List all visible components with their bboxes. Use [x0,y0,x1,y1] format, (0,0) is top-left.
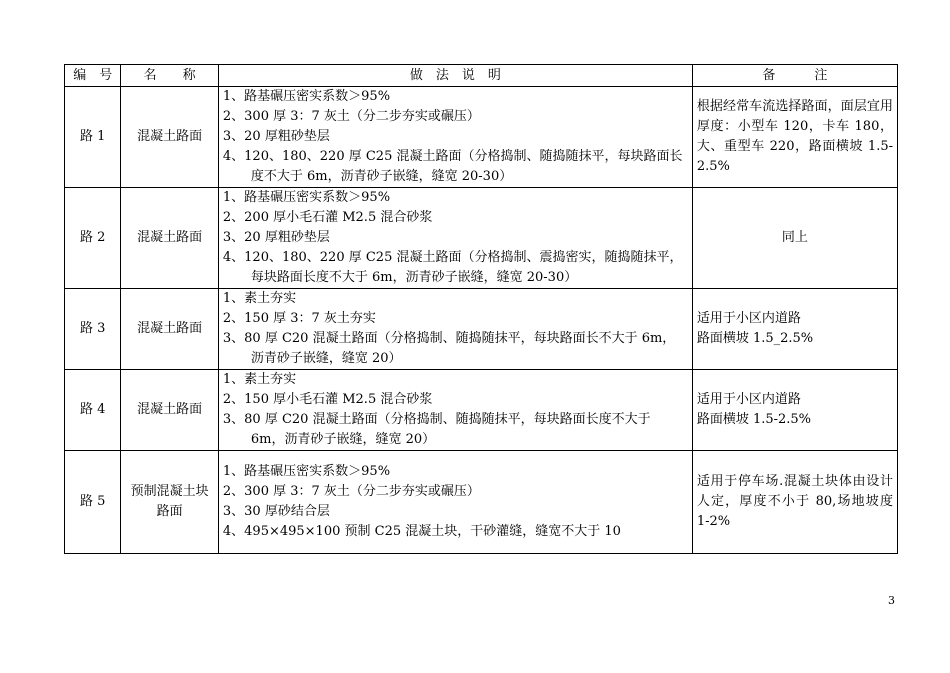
header-name: 名 称 [121,65,218,87]
row-name: 混凝土路面 [121,289,218,370]
method-line: 3、20 厚粗砂垫层 [222,230,330,245]
method-line: 1、路基碾压密实系数＞95% [222,89,391,104]
method-line: 3、20 厚粗砂垫层 [222,129,330,144]
row-note: 适用于小区内道路 路面横坡 1.5_2.5% [692,289,897,370]
table-row [65,87,898,188]
method-line: 2、300 厚 3：7 灰土（分二步夯实或碾压） [222,109,480,124]
row-code: 路 5 [65,451,121,554]
method-line: 1、路基碾压密实系数＞95% [222,190,391,205]
row-method [218,289,692,370]
row-name: 混凝土路面 [121,370,218,451]
method-line: 2、150 厚小毛石灌 M2.5 混合砂浆 [222,392,433,407]
method-line: 4、120、180、220 厚 C25 混凝土路面（分格捣制、震捣密实，随捣随抹平，每块路面长度不大于 6m，沥青砂子嵌缝，缝宽 20-30） [222,250,683,285]
row-method [218,451,692,554]
row-note: 适用于小区内道路 路面横坡 1.5-2.5% [692,370,897,451]
method-line: 3、30 厚砂结合层 [222,504,330,519]
header-code: 编 号 [65,65,121,87]
row-method [218,87,692,188]
method-line: 3、80 厚 C20 混凝土路面（分格捣制、随捣随抹平，每块路面长度不大于 6m，沥青砂子嵌缝，缝宽 20） [222,412,651,447]
row-name: 混凝土路面 [121,87,218,188]
row-code: 路 4 [65,370,121,451]
method-line: 3、80 厚 C20 混凝土路面（分格捣制、随捣随抹平，每块路面长不大于 6m，沥青砂子嵌缝，缝宽 20） [222,331,676,366]
row-note: 根据经常车流选择路面，面层宜用厚度：小型车 120，卡车 180，大、重型车 220，路面横坡 1.5-2.5% [692,87,897,188]
method-line: 2、300 厚 3：7 灰土（分二步夯实或碾压） [222,484,480,499]
row-method [218,188,692,289]
header-note: 备 注 [692,65,897,87]
table-row [65,451,898,554]
method-line: 4、495×495×100 预制 C25 混凝土块，干砂灌缝，缝宽不大于 10 [222,524,621,539]
row-note: 适用于停车场.混凝土块体由设计人定，厚度不小于 80,场地坡度 1-2% [692,451,897,554]
method-line: 2、200 厚小毛石灌 M2.5 混合砂浆 [222,210,433,225]
row-name: 预制混凝土块路面 [121,451,218,554]
row-note: 同上 [692,188,897,289]
road-spec-table [64,64,898,554]
row-code: 路 3 [65,289,121,370]
method-line: 1、路基碾压密实系数＞95% [222,464,391,479]
table-row [65,188,898,289]
method-line: 1、素土夯实 [222,372,297,387]
page-number: 3 [888,594,895,607]
table-header-row [65,65,898,87]
row-name: 混凝土路面 [121,188,218,289]
header-method: 做 法 说 明 [218,65,692,87]
method-line: 4、120、180、220 厚 C25 混凝土路面（分格捣制、随捣随抹平，每块路面长度不大于 6m，沥青砂子嵌缝，缝宽 20-30） [222,149,683,184]
row-code: 路 2 [65,188,121,289]
row-code: 路 1 [65,87,121,188]
method-line: 2、150 厚 3：7 灰土夯实 [222,311,376,326]
row-method [218,370,692,451]
method-line: 1、素土夯实 [222,291,297,306]
table-row [65,289,898,370]
table-row [65,370,898,451]
